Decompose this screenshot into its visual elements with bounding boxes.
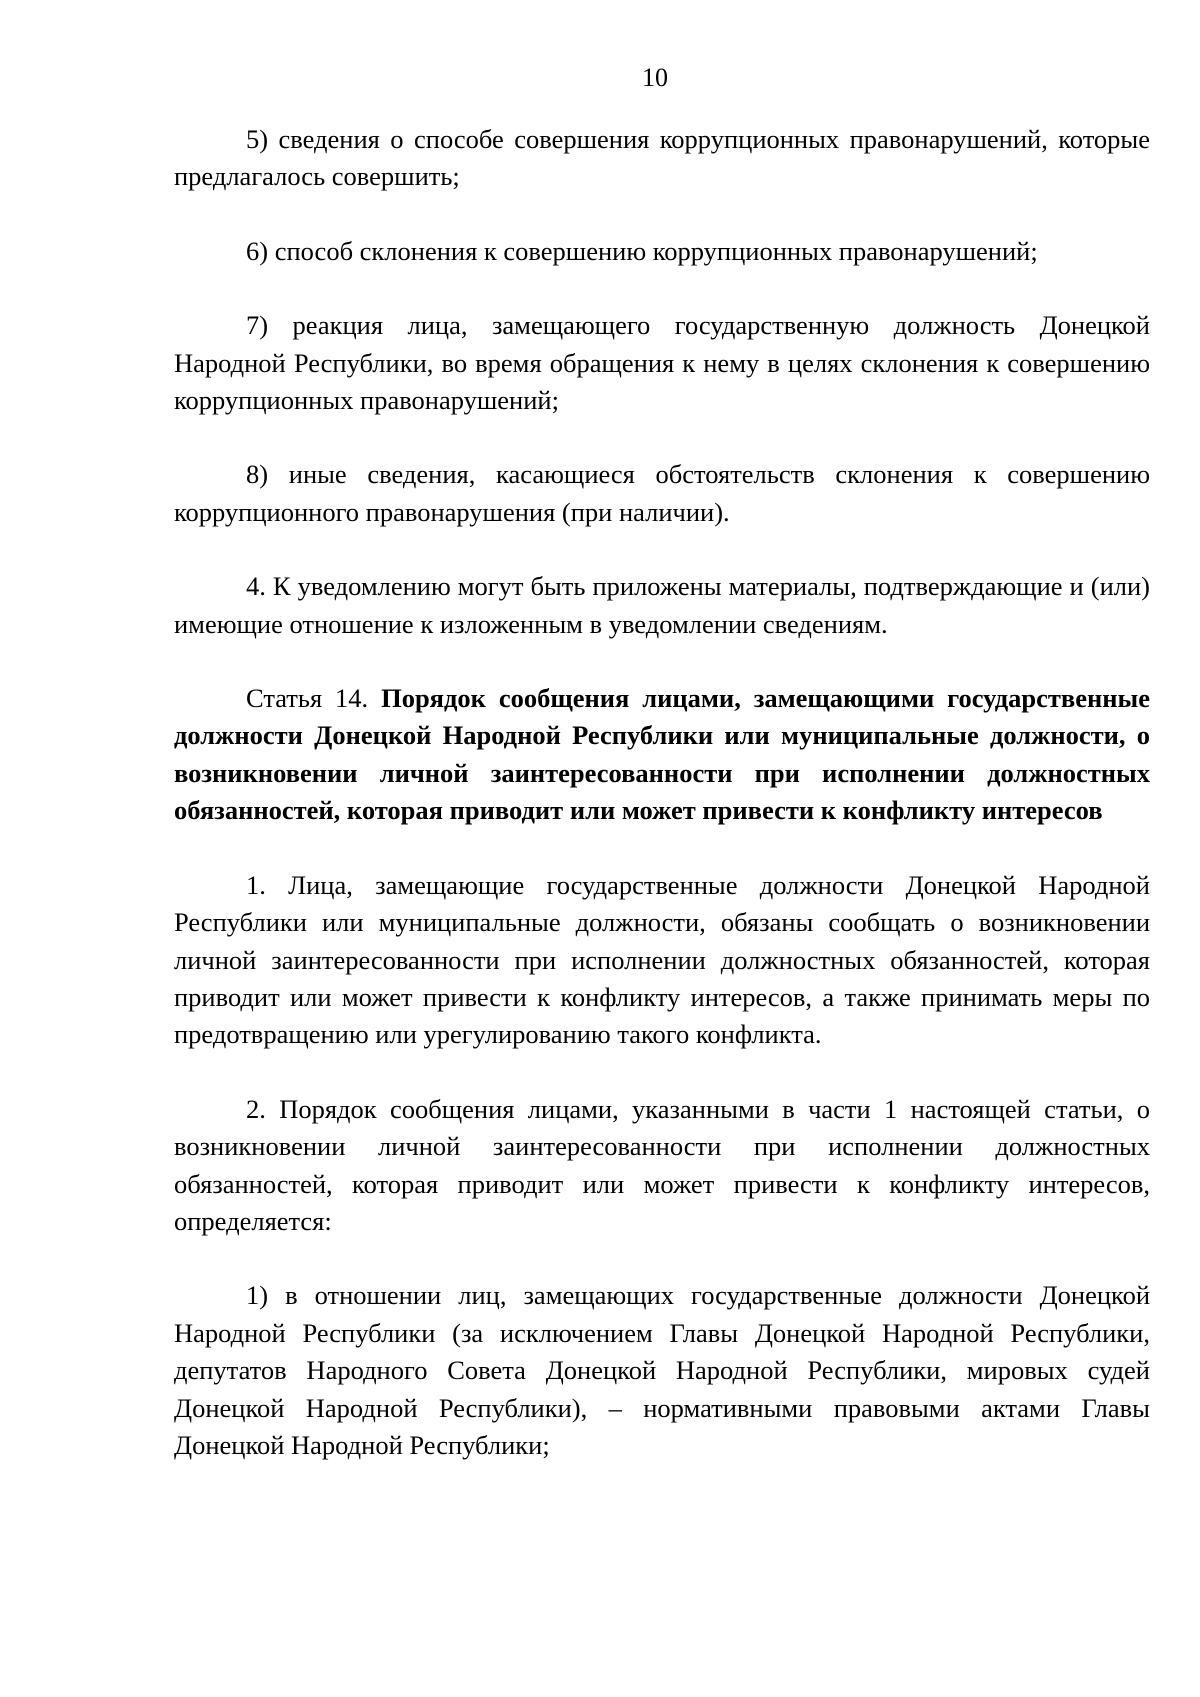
article-part-2-item-1: 1) в отношении лиц, замещающих государственные должности Донецкой Народной Республики (за исключением Главы Донецкой Народной Республики, депутатов Народного Совета Донецкой Народной Республики, мировых судей Донецкой Народной Республики), – нормативными правовыми актами Главы Донецкой Народной Республики; [174,1280,1150,1460]
document-body [174,121,1150,1464]
article-title: Порядок сообщения лицами, замещающими государственные должности Донецкой Народной Республики или муниципальные должности, о возникновении личной заинтересованности при исполнении должностных обязанностей, которая приводит или может привести к конфликту интересов [174,683,1150,826]
paragraph-item-8: 8) иные сведения, касающиеся обстоятельств склонения к совершению коррупционного правонарушения (при наличии). [174,459,1150,527]
paragraph-item-5: 5) сведения о способе совершения коррупционных правонарушений, которые предлагалось совершить; [174,124,1150,192]
paragraph-item-7: 7) реакция лица, замещающего государственную должность Донецкой Народной Республики, во время обращения к нему в целях склонения к совершению коррупционных правонарушений; [174,310,1150,416]
paragraph-item-6: 6) способ склонения к совершению коррупционных правонарушений; [246,235,1038,266]
article-part-1: 1. Лица, замещающие государственные должности Донецкой Народной Республики или муниципальные должности, обязаны сообщать о возникновении личной заинтересованности при исполнении должностных обязанностей, которая приводит или может привести к конфликту интересов, а также принимать меры по предотвращению или урегулированию такого конфликта. [174,869,1150,1050]
article-part-2: 2. Порядок сообщения лицами, указанными в части 1 настоящей статьи, о возникновении личной заинтересованности при исполнении должностных обязанностей, которая приводит или может привести к конфликту интересов, определяется: [174,1093,1150,1236]
page-number: 10 [642,63,668,92]
article-heading [174,680,1150,830]
article-label: Статья 14. [246,683,369,714]
paragraph-part-4: 4. К уведомлению могут быть приложены материалы, подтверждающие и (или) имеющие отношение к изложенным в уведомлении сведениям. [174,571,1150,639]
